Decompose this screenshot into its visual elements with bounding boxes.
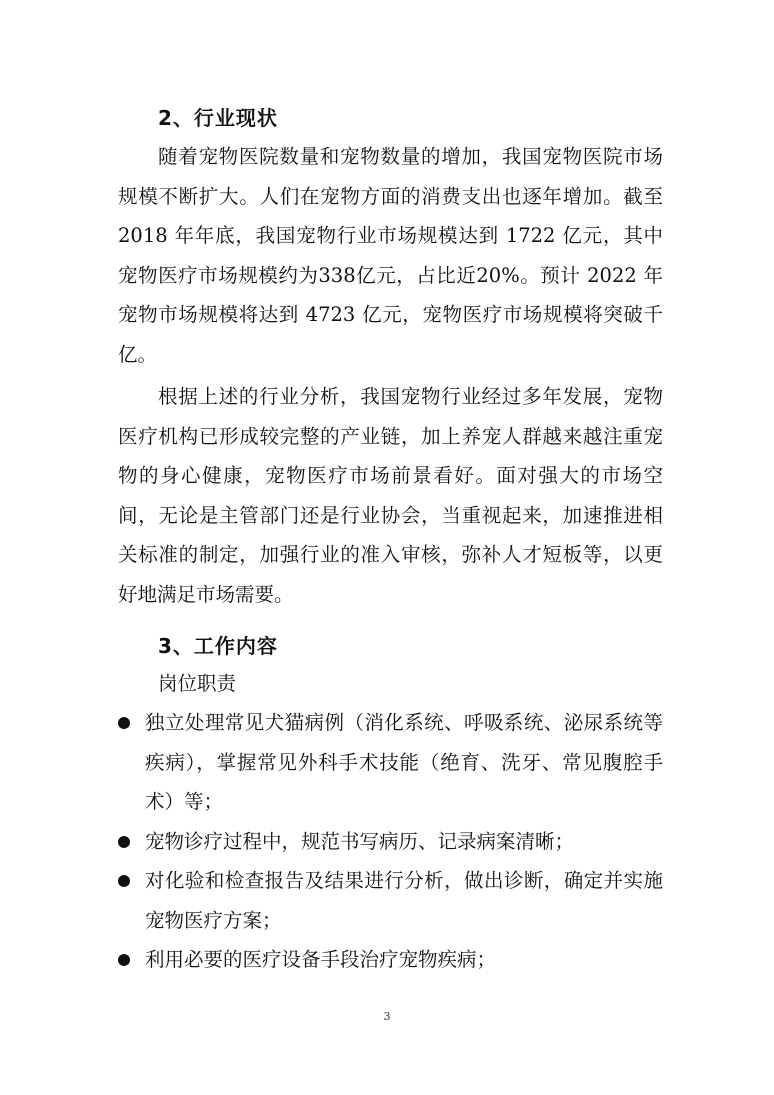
list-item (118, 940, 663, 980)
duties-list (118, 703, 663, 980)
list-item-text: 宠物诊疗过程中，规范书写病历、记录病案清晰； (145, 829, 575, 853)
bullet-icon (118, 836, 130, 848)
section-3-subheading: 岗位职责 (158, 672, 237, 695)
list-item-text: 利用必要的医疗设备手段治疗宠物疾病； (145, 948, 497, 971)
section-2-paragraph-1: 随着宠物医院数量和宠物数量的增加，我国宠物医院市场规模不断扩大。人们在宠物方面的消费支出也逐年增加。截至 2018 年年底，我国宠物行业市场规模达到 1722 亿元，其中宠物医疗市场规模约为338亿元，占比近20%。预计 2022 年宠物市场规模将达到 4723 亿元，宠物医疗市场规模将突破千亿。 (118, 145, 663, 366)
page-number: 3 (383, 1010, 391, 1023)
bullet-icon (118, 954, 130, 966)
section-2-paragraph-2: 根据上述的行业分析，我国宠物行业经过多年发展，宠物医疗机构已形成较完整的产业链，加上养宠人群越来越注重宠物的身心健康，宠物医疗市场前景看好。面对强大的市场空间，无论是主管部门还是行业协会，当重视起来，加速推进相关标准的制定，加强行业的准入审核，弥补人才短板等，以更好地满足市场需要。 (118, 385, 663, 606)
section-2-heading: 2、行业现状 (158, 106, 278, 130)
bullet-icon (118, 875, 130, 887)
section-3-heading: 3、工作内容 (158, 634, 278, 658)
bullet-icon (118, 717, 130, 729)
list-item-text: 对化验和检查报告及结果进行分析，做出诊断，确定并实施宠物医疗方案； (145, 869, 663, 932)
list-item (118, 703, 663, 822)
list-item (118, 822, 663, 862)
list-item-text: 独立处理常见犬猫病例（消化系统、呼吸系统、泌尿系统等疾病），掌握常见外科手术技能（绝育、洗牙、常见腹腔手术）等； (145, 711, 663, 813)
list-item (118, 861, 663, 940)
